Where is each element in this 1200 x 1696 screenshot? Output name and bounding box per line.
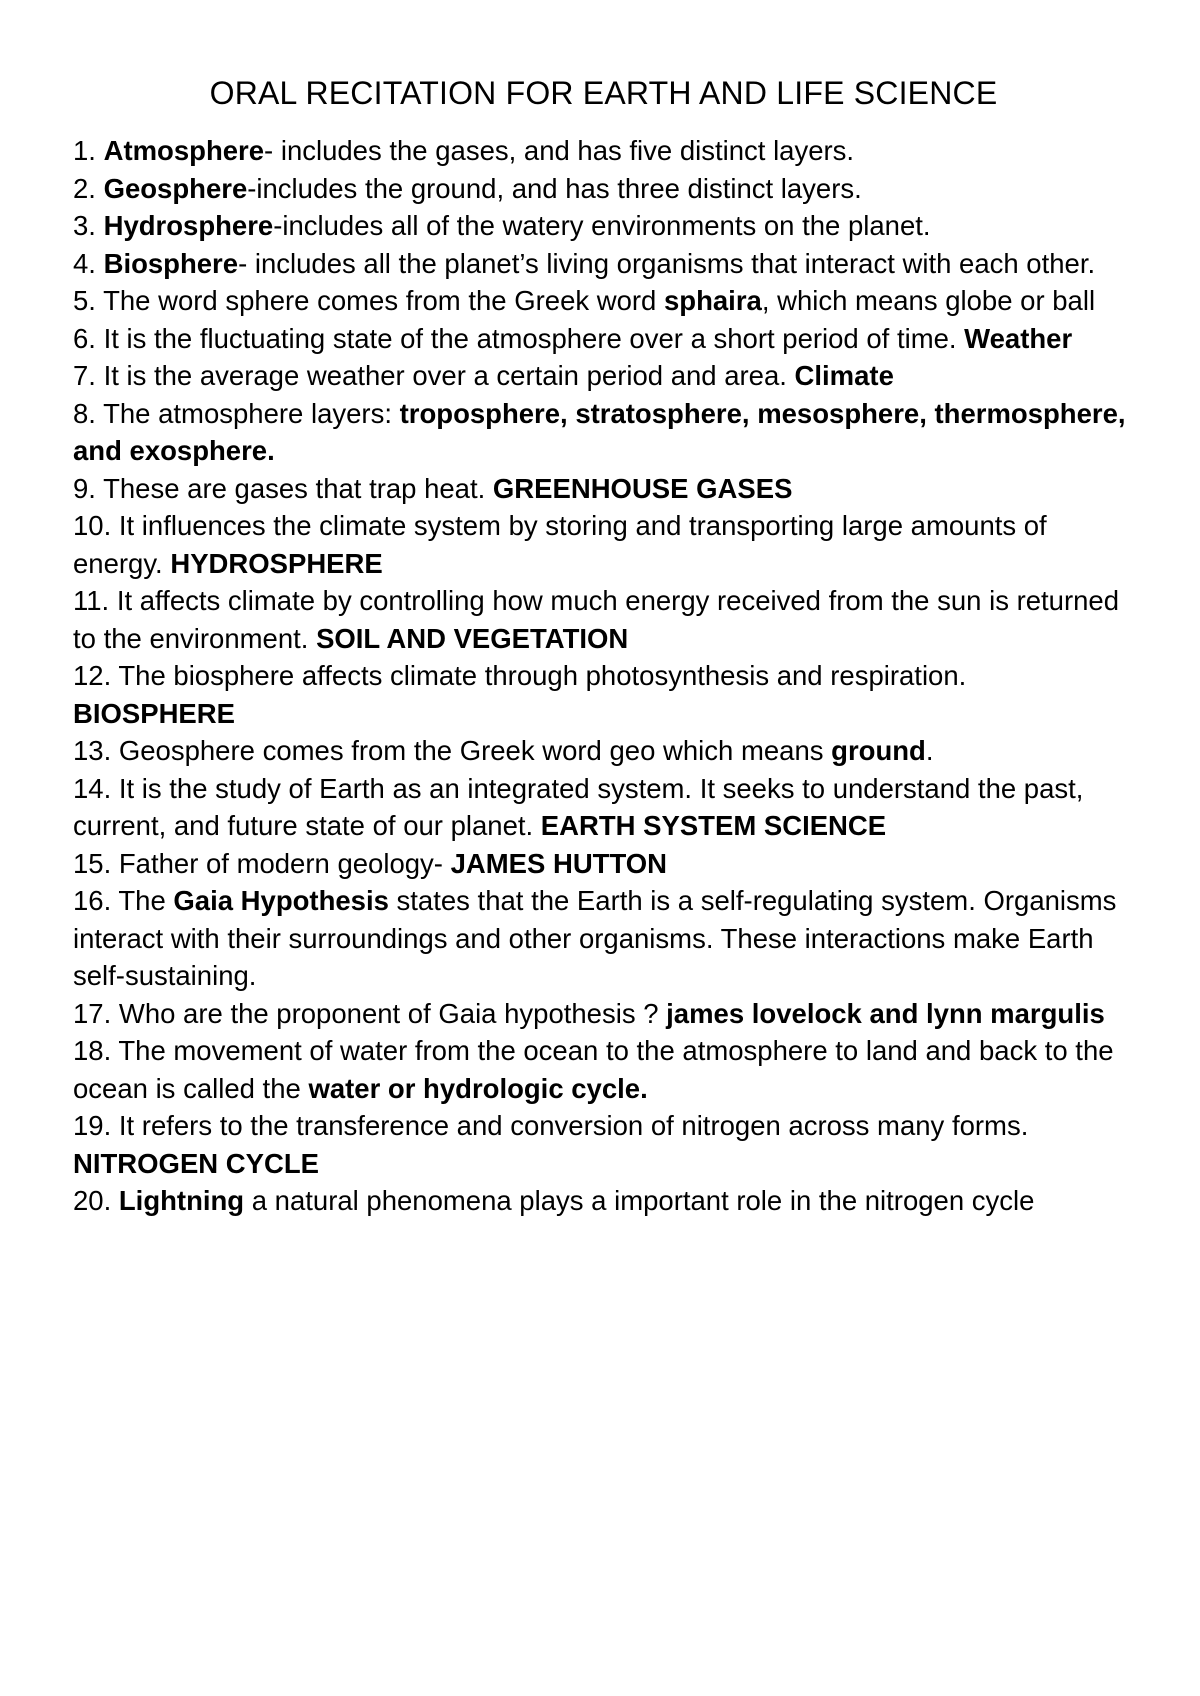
item-text: , which means globe or ball — [761, 285, 1096, 316]
item-text: . — [925, 735, 934, 766]
item-text: 1. — [73, 135, 104, 166]
list-item — [73, 1107, 1134, 1182]
item-text: 16. The — [73, 885, 174, 916]
bold-term: SOIL AND VEGETATION — [316, 622, 629, 654]
list-item — [73, 132, 1134, 170]
bold-term: Hydrosphere — [103, 210, 274, 241]
list-item — [73, 1182, 1134, 1220]
item-text: 7. It is the average weather over a certain period and area. — [73, 360, 795, 391]
list-item — [73, 170, 1134, 208]
list-item — [73, 507, 1134, 582]
item-text: -includes the ground, and has three distinct layers. — [247, 172, 862, 204]
bold-term: Lightning — [118, 1185, 245, 1216]
item-text: 19. It refers to the transference and conversion of nitrogen across many forms. — [73, 1110, 1029, 1141]
bold-term: ground — [831, 735, 926, 766]
item-text: 5. The word sphere comes from the Greek word — [73, 285, 664, 316]
bold-term: GREENHOUSE GASES — [492, 472, 793, 504]
bold-term: JAMES HUTTON — [450, 847, 668, 879]
bold-term: Climate — [794, 360, 894, 391]
list-item — [73, 732, 1134, 770]
item-text: 11. It affects climate by controlling how much energy received from the sun is returned to the environment. — [73, 585, 1120, 654]
item-text: 18. The movement of water from the ocean to the atmosphere to land and back to the ocean is called the — [73, 1035, 1114, 1104]
bold-term: NITROGEN CYCLE — [73, 1147, 319, 1179]
list-item — [73, 395, 1134, 470]
item-text: 15. Father of modern geology- — [73, 847, 451, 879]
bold-term: BIOSPHERE — [73, 697, 235, 729]
list-item — [73, 282, 1134, 320]
list-item — [73, 995, 1134, 1033]
bold-term: Biosphere — [103, 247, 239, 279]
item-text: - includes all the planet’s living organisms that interact with each other. — [238, 247, 1096, 279]
item-text: a natural phenomena plays a important role in the nitrogen cycle — [244, 1185, 1035, 1216]
item-text: 20. — [73, 1185, 119, 1216]
list-item — [73, 845, 1134, 883]
item-text: 4. — [73, 247, 104, 279]
bold-term: Atmosphere — [103, 135, 265, 166]
item-text: states that the Earth is a self-regulating system. Organisms interact with their surroundings and other organisms. These interactions make Earth self-sustaining. — [73, 885, 1117, 991]
bold-term: james lovelock and lynn margulis — [666, 997, 1105, 1029]
item-text: 2. — [73, 172, 104, 204]
item-text: 12. The biosphere affects climate through photosynthesis and respiration. — [73, 660, 967, 691]
list-item — [73, 770, 1134, 845]
item-text: 3. — [73, 210, 104, 241]
item-text: - includes the gases, and has five distinct layers. — [264, 135, 855, 166]
item-text: 8. The atmosphere layers: — [73, 397, 400, 429]
bold-term: Weather — [964, 322, 1073, 354]
document-title: ORAL RECITATION FOR EARTH AND LIFE SCIENCE — [209, 75, 998, 111]
bold-term: water or hydrologic cycle. — [308, 1072, 648, 1104]
list-item — [73, 357, 1134, 395]
recitation-list — [73, 132, 1134, 1220]
list-item — [73, 470, 1134, 508]
item-text: 14. It is the study of Earth as an integrated system. It seeks to understand the past, current, and future state of our planet. — [73, 772, 1084, 841]
list-item — [73, 582, 1134, 657]
item-text: 17. Who are the proponent of Gaia hypothesis ? — [73, 997, 667, 1029]
bold-term: EARTH SYSTEM SCIENCE — [540, 810, 887, 841]
list-item — [73, 882, 1134, 995]
bold-term: sphaira — [664, 285, 762, 316]
bold-term: HYDROSPHERE — [170, 547, 383, 579]
item-text: -includes all of the watery environments on the planet. — [273, 210, 931, 241]
list-item — [73, 657, 1134, 732]
list-item — [73, 320, 1134, 358]
item-text: 6. It is the fluctuating state of the atmosphere over a short period of time. — [73, 322, 965, 354]
bold-term: Geosphere — [103, 172, 248, 204]
item-text: 10. It influences the climate system by storing and transporting large amounts of energy. — [73, 510, 1047, 579]
item-text: 13. Geosphere comes from the Greek word geo which means — [73, 735, 832, 766]
list-item — [73, 1032, 1134, 1107]
list-item — [73, 245, 1134, 283]
list-item — [73, 207, 1134, 245]
bold-term: troposphere, stratosphere, mesosphere, thermosphere, and exosphere. — [73, 397, 1126, 466]
item-text: 9. These are gases that trap heat. — [73, 472, 493, 504]
bold-term: Gaia Hypothesis — [173, 885, 389, 916]
